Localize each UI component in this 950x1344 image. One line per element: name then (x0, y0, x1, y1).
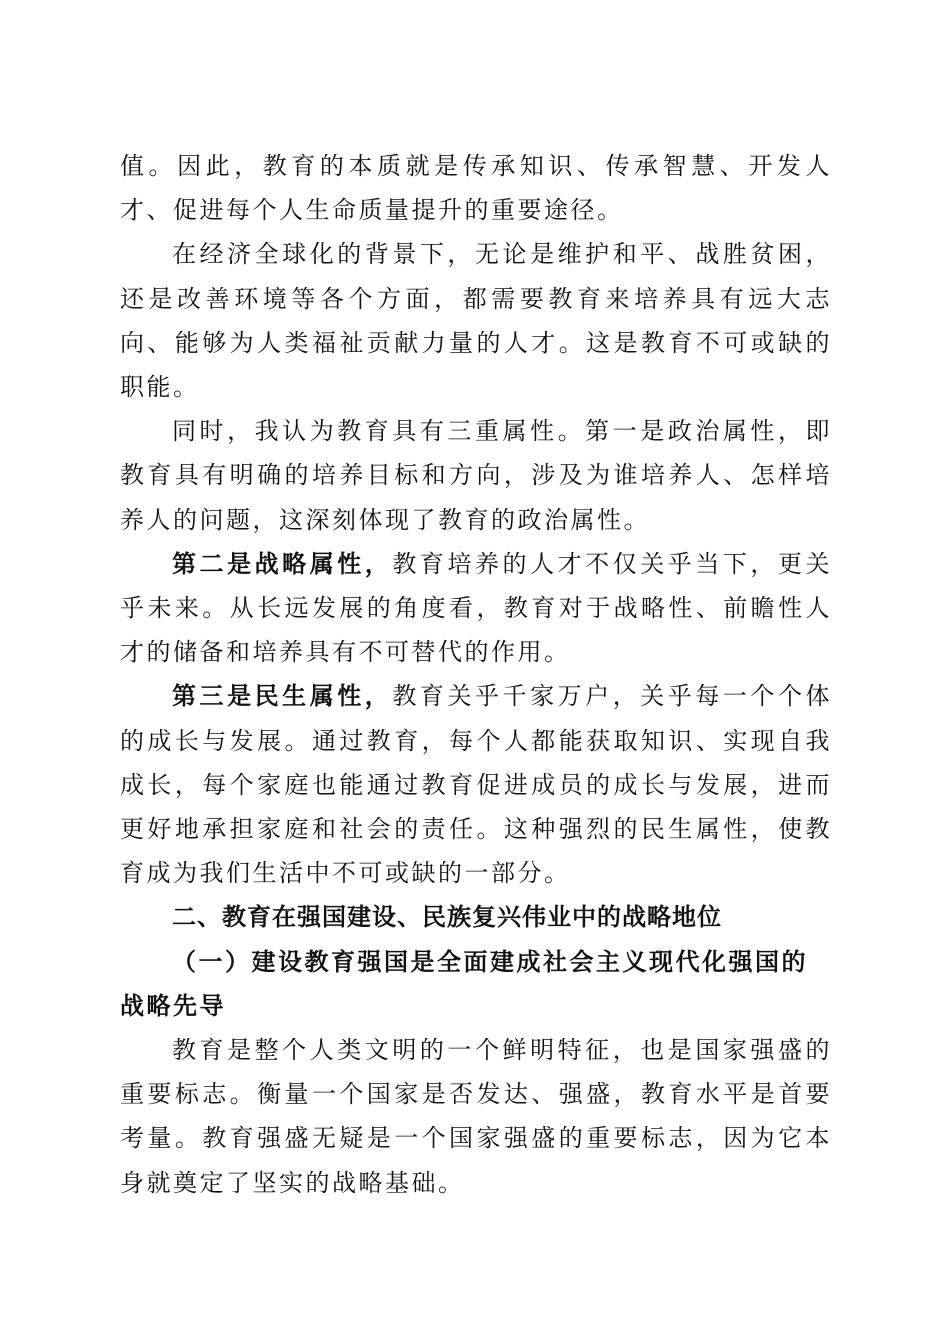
paragraph-6: 教育是整个人类文明的一个鲜明特征，也是国家强盛的重要标志。衡量一个国家是否发达、强盛，教育水平是首要考量。教育强盛无疑是一个国家强盛的重要标志，因为它本身就奠定了坚实的战略基础。 (120, 1036, 832, 1197)
paragraph-5 (120, 674, 832, 895)
paragraph-5-lead: 第三是民生属性， (172, 681, 393, 711)
section-heading-2: 二、教育在强国建设、民族复兴伟业中的战略地位 (172, 902, 722, 932)
document-page (120, 144, 832, 1205)
paragraph-2: 在经济全球化的背景下，无论是维护和平、战胜贫困，还是改善环境等各个方面，都需要教育来培养具有远大志向、能够为人类福祉贡献力量的人才。这是教育不可或缺的职能。 (120, 240, 832, 402)
paragraph-4 (120, 542, 832, 675)
subsection-heading-1: （一）建设教育强国是全面建成社会主义现代化强国的战略先导 (120, 946, 808, 1020)
paragraph-1: 值。因此，教育的本质就是传承知识、传承智慧、开发人才、促进每个人生命质量提升的重要途径。 (120, 152, 832, 225)
paragraph-3: 同时，我认为教育具有三重属性。第一是政治属性，即教育具有明确的培养目标和方向，涉及为谁培养人、怎样培养人的问题，这深刻体现了教育的政治属性。 (120, 417, 832, 534)
paragraph-4-lead: 第二是战略属性， (172, 548, 393, 578)
paragraph-4-body: 教育培养的人才不仅关乎当下，更关乎未来。从长远发展的角度看，教育对于战略性、前瞻性人才的储备和培养具有不可替代的作用。 (120, 549, 833, 667)
paragraph-5-body: 教育关乎千家万户，关乎每一个个体的成长与发展。通过教育，每个人都能获取知识、实现自我成长，每个家庭也能通过教育促进成员的成长与发展，进而更好地承担家庭和社会的责任。这种强烈的民生属性，使教育成为我们生活中不可或缺的一部分。 (120, 682, 833, 888)
